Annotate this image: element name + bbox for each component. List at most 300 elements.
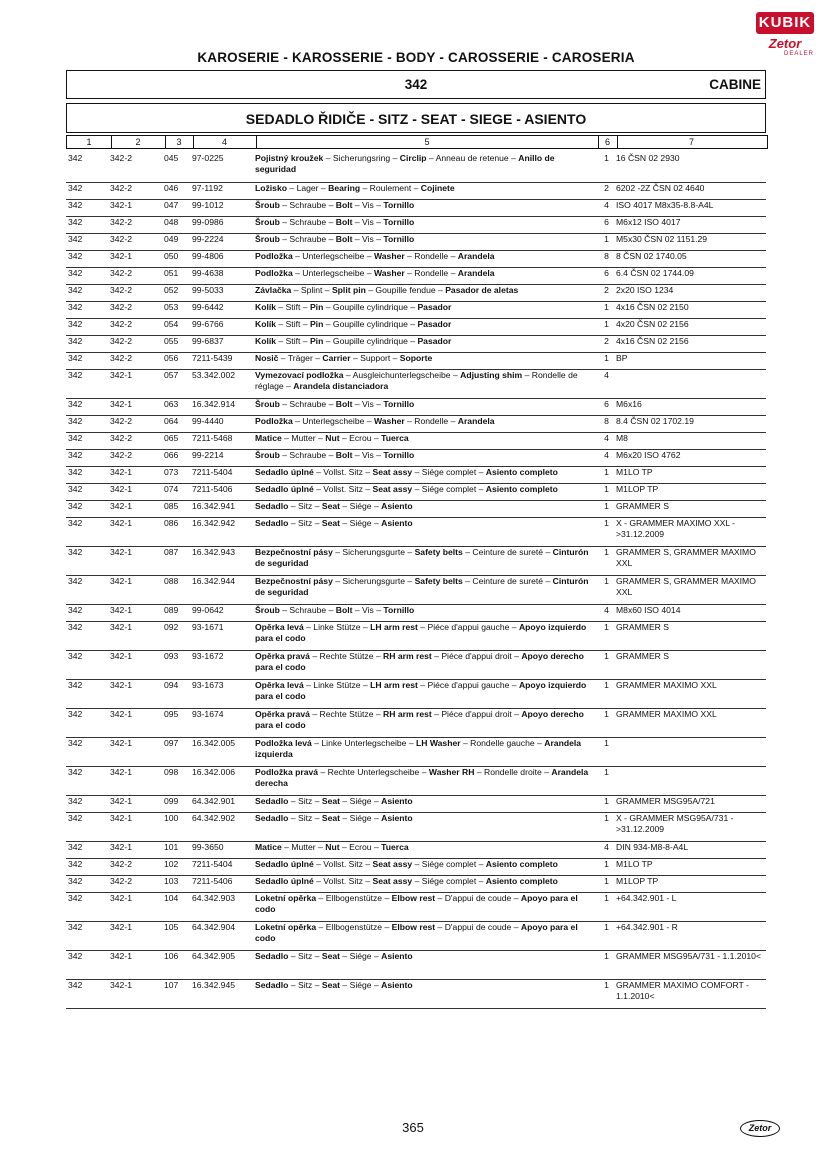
- table-row: [66, 153, 766, 182]
- desc-en: LH Washer: [416, 737, 461, 748]
- desc-cz: Kolík: [255, 301, 277, 312]
- cell-description: Sedadlo – Sitz – Seat – Siége – Asiento: [255, 950, 597, 979]
- desc-fr: Vis: [362, 233, 374, 244]
- desc-es: Arandela distanciadora: [293, 380, 389, 391]
- cell-position: 089: [164, 604, 192, 621]
- table-row: [66, 737, 766, 766]
- cell-figure: 342-2: [110, 858, 164, 875]
- section-header: [66, 103, 766, 133]
- cell-position: 052: [164, 284, 192, 301]
- cell-description: Bezpečnostní pásy – Sicherungsgurte – Safety belts – Ceinture de sureté – Cinturón de seguridad: [255, 546, 597, 575]
- cell-description: Bezpečnostní pásy – Sicherungsgurte – Safety belts – Ceinture de sureté – Cinturón de seguridad: [255, 575, 597, 604]
- group-header: [66, 70, 766, 99]
- desc-de: Unterlegscheibe: [302, 250, 365, 261]
- cell-group: 342: [66, 250, 110, 267]
- cell-description: Šroub – Schraube – Bolt – Vis – Tornillo: [255, 199, 597, 216]
- desc-en: Seat assy: [372, 466, 413, 477]
- desc-es: Asiento completo: [485, 858, 558, 869]
- cell-group: 342: [66, 153, 110, 182]
- desc-es: Apoyo para el codo: [255, 921, 578, 943]
- table-row: [66, 841, 766, 858]
- cell-group: 342: [66, 875, 110, 892]
- cell-figure: 342-2: [110, 415, 164, 432]
- desc-en: Safety belts: [414, 546, 463, 557]
- cell-quantity: 4: [597, 369, 616, 398]
- desc-de: Vollst. Sitz: [323, 466, 363, 477]
- desc-es: Soporte: [399, 352, 433, 363]
- desc-fr: Vis: [362, 398, 374, 409]
- desc-cz: Kolík: [255, 318, 277, 329]
- cell-note: M6x12 ISO 4017: [616, 216, 766, 233]
- desc-es: Asiento: [381, 979, 413, 990]
- cell-quantity: 4: [597, 604, 616, 621]
- desc-en: Seat assy: [372, 875, 413, 886]
- cell-position: 053: [164, 301, 192, 318]
- desc-fr: Rondelle de réglage: [255, 369, 578, 391]
- cell-group: 342: [66, 318, 110, 335]
- desc-de: Linke Unterlegscheibe: [321, 737, 407, 748]
- table-row: [66, 621, 766, 650]
- desc-es: Cinturón de seguridad: [255, 575, 589, 597]
- cell-note: X - GRAMMER MAXIMO XXL - >31.12.2009: [616, 517, 766, 546]
- desc-en: Split pin: [331, 284, 366, 295]
- cell-part-number: 99-2224: [192, 233, 255, 250]
- cell-note: 4x20 ČSN 02 2156: [616, 318, 766, 335]
- desc-de: Stift: [285, 318, 301, 329]
- desc-en: Bolt: [335, 233, 353, 244]
- cell-quantity: 1: [597, 153, 616, 182]
- table-row: [66, 449, 766, 466]
- cell-description: Sedadlo úplné – Vollst. Sitz – Seat assy – Siége complet – Asiento completo: [255, 858, 597, 875]
- cell-note: DIN 934-M8-8-A4L: [616, 841, 766, 858]
- desc-es: Tornillo: [383, 216, 415, 227]
- desc-fr: Rondelle droite: [484, 766, 542, 777]
- cell-note: GRAMMER MSG95A/731 - 1.1.2010<: [616, 950, 766, 979]
- desc-de: Sitz: [298, 500, 313, 511]
- cell-group: 342: [66, 737, 110, 766]
- desc-es: Asiento: [381, 517, 413, 528]
- table-row: [66, 875, 766, 892]
- column-header: 5: [256, 136, 599, 148]
- cell-position: 105: [164, 921, 192, 950]
- cell-note: 16 ČSN 02 2930: [616, 153, 766, 182]
- desc-fr: Vis: [362, 604, 374, 615]
- desc-de: Sitz: [298, 979, 313, 990]
- cell-position: 097: [164, 737, 192, 766]
- desc-en: Pin: [309, 301, 324, 312]
- cell-quantity: 1: [597, 795, 616, 812]
- cell-description: Kolík – Stift – Pin – Goupille cylindrique – Pasador: [255, 335, 597, 352]
- cell-note: M6x20 ISO 4762: [616, 449, 766, 466]
- table-row: [66, 604, 766, 621]
- desc-es: Arandela derecha: [255, 766, 589, 788]
- desc-de: Stift: [285, 301, 301, 312]
- cell-figure: 342-2: [110, 284, 164, 301]
- cell-group: 342: [66, 432, 110, 449]
- desc-cz: Bezpečnostní pásy: [255, 546, 333, 557]
- cell-description: Podložka – Unterlegscheibe – Washer – Rondelle – Arandela: [255, 250, 597, 267]
- cell-part-number: 64.342.905: [192, 950, 255, 979]
- cell-group: 342: [66, 398, 110, 415]
- desc-cz: Sedadlo úplné: [255, 875, 314, 886]
- group-name: CABINE: [709, 77, 761, 92]
- cell-description: Matice – Mutter – Nut – Ecrou – Tuerca: [255, 432, 597, 449]
- cell-note: M8x60 ISO 4014: [616, 604, 766, 621]
- cell-part-number: 7211-5468: [192, 432, 255, 449]
- cell-figure: 342-1: [110, 708, 164, 737]
- cell-figure: 342-2: [110, 335, 164, 352]
- desc-fr: Rondelle: [414, 250, 449, 261]
- cell-description: Sedadlo úplné – Vollst. Sitz – Seat assy – Siége complet – Asiento completo: [255, 466, 597, 483]
- table-row: [66, 284, 766, 301]
- cell-figure: 342-2: [110, 153, 164, 182]
- table-row: [66, 892, 766, 921]
- cell-figure: 342-2: [110, 267, 164, 284]
- cell-position: 055: [164, 335, 192, 352]
- desc-de: Lager: [296, 182, 319, 193]
- cell-part-number: 7211-5404: [192, 858, 255, 875]
- desc-de: Splint: [300, 284, 323, 295]
- desc-fr: Siége: [349, 950, 372, 961]
- desc-fr: Support: [360, 352, 391, 363]
- cell-description: Sedadlo – Sitz – Seat – Siége – Asiento: [255, 517, 597, 546]
- cell-quantity: 1: [597, 979, 616, 1008]
- cell-figure: 342-1: [110, 517, 164, 546]
- desc-cz: Nosič: [255, 352, 279, 363]
- cell-figure: 342-1: [110, 483, 164, 500]
- desc-en: Seat: [321, 950, 341, 961]
- cell-figure: 342-2: [110, 301, 164, 318]
- cell-note: M1LO TP: [616, 858, 766, 875]
- desc-fr: Piéce d'appui gauche: [427, 679, 510, 690]
- cell-group: 342: [66, 415, 110, 432]
- desc-en: Seat: [321, 979, 341, 990]
- cell-position: 087: [164, 546, 192, 575]
- cell-part-number: 99-6837: [192, 335, 255, 352]
- table-row: [66, 921, 766, 950]
- cell-quantity: 1: [597, 301, 616, 318]
- cell-quantity: 8: [597, 250, 616, 267]
- cell-figure: 342-2: [110, 432, 164, 449]
- cell-part-number: 16.342.941: [192, 500, 255, 517]
- cell-group: 342: [66, 284, 110, 301]
- desc-de: Ellbogenstütze: [325, 892, 383, 903]
- cell-description: Šroub – Schraube – Bolt – Vis – Tornillo: [255, 233, 597, 250]
- cell-quantity: 2: [597, 335, 616, 352]
- cell-part-number: 97-1192: [192, 182, 255, 199]
- cell-position: 065: [164, 432, 192, 449]
- desc-fr: Siége complet: [421, 875, 477, 886]
- cell-note: [616, 369, 766, 398]
- cell-quantity: 4: [597, 432, 616, 449]
- table-row: [66, 432, 766, 449]
- desc-cz: Sedadlo: [255, 500, 289, 511]
- cell-figure: 342-1: [110, 921, 164, 950]
- desc-es: Asiento: [381, 950, 413, 961]
- desc-de: Stift: [285, 335, 301, 346]
- cell-quantity: 1: [597, 950, 616, 979]
- desc-cz: Opěrka levá: [255, 679, 304, 690]
- cell-part-number: 99-0642: [192, 604, 255, 621]
- desc-en: RH arm rest: [383, 650, 432, 661]
- cell-description: Opěrka pravá – Rechte Stütze – RH arm rest – Piéce d'appui droit – Apoyo derecho para el codo: [255, 708, 597, 737]
- cell-part-number: 16.342.914: [192, 398, 255, 415]
- table-row: [66, 950, 766, 979]
- desc-en: Seat: [321, 812, 341, 823]
- desc-de: Mutter: [291, 432, 316, 443]
- desc-fr: D'appui de coude: [444, 921, 512, 932]
- desc-en: Adjusting shim: [460, 369, 523, 380]
- cell-part-number: 93-1672: [192, 650, 255, 679]
- desc-en: Safety belts: [414, 575, 463, 586]
- cell-part-number: 93-1674: [192, 708, 255, 737]
- desc-cz: Sedadlo: [255, 950, 289, 961]
- desc-de: Sitz: [298, 517, 313, 528]
- desc-fr: Piéce d'appui gauche: [427, 621, 510, 632]
- desc-cz: Kolík: [255, 335, 277, 346]
- desc-es: Asiento: [381, 500, 413, 511]
- cell-description: Závlačka – Splint – Split pin – Goupille fendue – Pasador de aletas: [255, 284, 597, 301]
- cell-group: 342: [66, 369, 110, 398]
- cell-position: 050: [164, 250, 192, 267]
- zetor-footer-logo: Zetor: [740, 1120, 780, 1137]
- desc-cz: Sedadlo úplné: [255, 858, 314, 869]
- desc-en: RH arm rest: [383, 708, 432, 719]
- desc-es: Apoyo izquierdo para el codo: [255, 679, 587, 701]
- desc-fr: Rondelle: [414, 415, 449, 426]
- cell-figure: 342-1: [110, 841, 164, 858]
- cell-description: Loketní opěrka – Ellbogenstütze – Elbow rest – D'appui de coude – Apoyo para el codo: [255, 892, 597, 921]
- desc-es: Arandela: [457, 415, 495, 426]
- cell-description: Šroub – Schraube – Bolt – Vis – Tornillo: [255, 216, 597, 233]
- desc-de: Träger: [287, 352, 313, 363]
- cell-figure: 342-1: [110, 575, 164, 604]
- cell-figure: 342-1: [110, 500, 164, 517]
- cell-figure: 342-1: [110, 250, 164, 267]
- cell-description: Opěrka levá – Linke Stütze – LH arm rest – Piéce d'appui gauche – Apoyo izquierdo para el codo: [255, 679, 597, 708]
- cell-quantity: 1: [597, 352, 616, 369]
- table-row: [66, 812, 766, 841]
- desc-en: Seat: [321, 500, 341, 511]
- logo-kubik: KUBIK: [756, 12, 814, 34]
- desc-en: Bolt: [335, 398, 353, 409]
- desc-es: Asiento completo: [485, 875, 558, 886]
- desc-cz: Ložisko: [255, 182, 287, 193]
- cell-quantity: 6: [597, 267, 616, 284]
- desc-fr: Vis: [362, 199, 374, 210]
- desc-cz: Vymezovací podložka: [255, 369, 344, 380]
- cell-position: 104: [164, 892, 192, 921]
- desc-es: Tornillo: [383, 199, 415, 210]
- cell-position: 054: [164, 318, 192, 335]
- cell-description: Šroub – Schraube – Bolt – Vis – Tornillo: [255, 449, 597, 466]
- cell-quantity: 1: [597, 737, 616, 766]
- desc-en: Bolt: [335, 449, 353, 460]
- table-row: [66, 517, 766, 546]
- table-row: [66, 233, 766, 250]
- desc-de: Schraube: [289, 216, 327, 227]
- desc-de: Sitz: [298, 795, 313, 806]
- desc-es: Tuerca: [381, 432, 409, 443]
- desc-en: Seat: [321, 795, 341, 806]
- desc-en: Seat: [321, 517, 341, 528]
- desc-es: Tornillo: [383, 449, 415, 460]
- cell-group: 342: [66, 182, 110, 199]
- cell-quantity: 1: [597, 921, 616, 950]
- table-row: [66, 216, 766, 233]
- desc-es: Arandela izquierda: [255, 737, 582, 759]
- desc-de: Rechte Stütze: [319, 708, 374, 719]
- desc-cz: Sedadlo úplné: [255, 466, 314, 477]
- desc-es: Apoyo derecho para el codo: [255, 708, 584, 730]
- cell-figure: 342-1: [110, 604, 164, 621]
- cell-description: Sedadlo úplné – Vollst. Sitz – Seat assy – Siége complet – Asiento completo: [255, 483, 597, 500]
- cell-group: 342: [66, 483, 110, 500]
- cell-position: 056: [164, 352, 192, 369]
- desc-fr: Siége complet: [421, 483, 477, 494]
- desc-de: Schraube: [289, 604, 327, 615]
- column-header: 1: [67, 136, 112, 148]
- cell-group: 342: [66, 841, 110, 858]
- cell-quantity: 1: [597, 650, 616, 679]
- cell-position: 092: [164, 621, 192, 650]
- cell-figure: 342-1: [110, 795, 164, 812]
- desc-es: Cinturón de seguridad: [255, 546, 589, 568]
- cell-group: 342: [66, 267, 110, 284]
- desc-fr: Vis: [362, 216, 374, 227]
- desc-de: Sitz: [298, 812, 313, 823]
- desc-de: Vollst. Sitz: [323, 875, 363, 886]
- desc-es: Tornillo: [383, 604, 415, 615]
- cell-position: 100: [164, 812, 192, 841]
- desc-en: Elbow rest: [391, 921, 436, 932]
- cell-description: Vymezovací podložka – Ausgleichunterlegscheibe – Adjusting shim – Rondelle de réglage – Arandela distanciadora: [255, 369, 597, 398]
- table-row: [66, 979, 766, 1008]
- cell-figure: 342-2: [110, 318, 164, 335]
- desc-fr: Siége: [349, 795, 372, 806]
- column-header: 6: [598, 136, 618, 148]
- desc-de: Sicherungsring: [332, 153, 391, 163]
- cell-part-number: 99-5033: [192, 284, 255, 301]
- table-row: [66, 267, 766, 284]
- column-header: 4: [193, 136, 257, 148]
- table-row: [66, 483, 766, 500]
- page-title: KAROSERIE - KAROSSERIE - BODY - CAROSSERIE - CAROSERIA: [197, 50, 635, 65]
- table-row: [66, 766, 766, 795]
- cell-part-number: 7211-5439: [192, 352, 255, 369]
- desc-es: Pasador: [417, 335, 452, 346]
- desc-en: Nut: [325, 841, 340, 852]
- desc-cz: Sedadlo úplné: [255, 483, 314, 494]
- cell-part-number: 64.342.904: [192, 921, 255, 950]
- desc-fr: Goupille cylindrique: [332, 335, 408, 346]
- column-header: 3: [165, 136, 194, 148]
- desc-fr: Piéce d'appui droit: [441, 650, 512, 661]
- cell-group: 342: [66, 449, 110, 466]
- desc-fr: Goupille cylindrique: [332, 318, 408, 329]
- section-title: SEDADLO ŘIDIČE - SITZ - SEAT - SIEGE - ASIENTO: [245, 111, 587, 127]
- cell-position: 102: [164, 858, 192, 875]
- desc-de: Unterlegscheibe: [302, 415, 365, 426]
- desc-fr: Ceinture de sureté: [472, 575, 544, 586]
- table-row: [66, 369, 766, 398]
- desc-en: Pin: [309, 318, 324, 329]
- logo-sub: DEALER: [783, 51, 814, 57]
- desc-cz: Opěrka pravá: [255, 650, 310, 661]
- desc-fr: Rondelle gauche: [470, 737, 535, 748]
- desc-cz: Šroub: [255, 398, 280, 409]
- desc-cz: Bezpečnostní pásy: [255, 575, 333, 586]
- cell-part-number: 16.342.005: [192, 737, 255, 766]
- cell-figure: 342-2: [110, 352, 164, 369]
- cell-part-number: 99-1012: [192, 199, 255, 216]
- cell-group: 342: [66, 199, 110, 216]
- cell-group: 342: [66, 766, 110, 795]
- cell-group: 342: [66, 604, 110, 621]
- cell-part-number: 99-4440: [192, 415, 255, 432]
- desc-es: Pasador de aletas: [445, 284, 519, 295]
- desc-cz: Matice: [255, 432, 282, 443]
- desc-de: Sicherungsgurte: [342, 546, 405, 557]
- cell-note: M1LOP TP: [616, 875, 766, 892]
- cell-quantity: 4: [597, 199, 616, 216]
- cell-group: 342: [66, 921, 110, 950]
- cell-note: M1LO TP: [616, 466, 766, 483]
- desc-cz: Sedadlo: [255, 812, 289, 823]
- cell-figure: 342-2: [110, 233, 164, 250]
- desc-fr: Roulement: [369, 182, 412, 193]
- cell-note: M1LOP TP: [616, 483, 766, 500]
- cell-part-number: 97-0225: [192, 153, 255, 182]
- desc-es: Anillo de seguridad: [255, 153, 555, 174]
- cell-group: 342: [66, 500, 110, 517]
- cell-part-number: 99-3650: [192, 841, 255, 858]
- cell-part-number: 16.342.942: [192, 517, 255, 546]
- cell-part-number: 64.342.902: [192, 812, 255, 841]
- cell-quantity: 1: [597, 812, 616, 841]
- cell-figure: 342-2: [110, 449, 164, 466]
- desc-es: Cojinete: [420, 182, 455, 193]
- cell-figure: 342-1: [110, 199, 164, 216]
- cell-figure: 342-2: [110, 216, 164, 233]
- desc-cz: Opěrka levá: [255, 621, 304, 632]
- cell-position: 051: [164, 267, 192, 284]
- parts-table: [66, 153, 766, 1009]
- cell-figure: 342-1: [110, 979, 164, 1008]
- cell-figure: 342-1: [110, 546, 164, 575]
- desc-cz: Podložka: [255, 250, 293, 261]
- cell-note: GRAMMER MSG95A/721: [616, 795, 766, 812]
- cell-quantity: 1: [597, 517, 616, 546]
- cell-note: GRAMMER S, GRAMMER MAXIMO XXL: [616, 575, 766, 604]
- cell-figure: 342-1: [110, 679, 164, 708]
- cell-description: Nosič – Träger – Carrier – Support – Soporte: [255, 352, 597, 369]
- table-row: [66, 415, 766, 432]
- cell-part-number: 16.342.944: [192, 575, 255, 604]
- desc-en: Seat assy: [372, 483, 413, 494]
- cell-figure: 342-1: [110, 766, 164, 795]
- desc-fr: D'appui de coude: [444, 892, 512, 903]
- desc-en: Bearing: [328, 182, 361, 193]
- desc-de: Schraube: [289, 233, 327, 244]
- table-row: [66, 199, 766, 216]
- desc-es: Pasador: [417, 301, 452, 312]
- desc-es: Asiento: [381, 812, 413, 823]
- cell-figure: 342-1: [110, 369, 164, 398]
- desc-en: Elbow rest: [391, 892, 436, 903]
- cell-position: 047: [164, 199, 192, 216]
- cell-part-number: 7211-5404: [192, 466, 255, 483]
